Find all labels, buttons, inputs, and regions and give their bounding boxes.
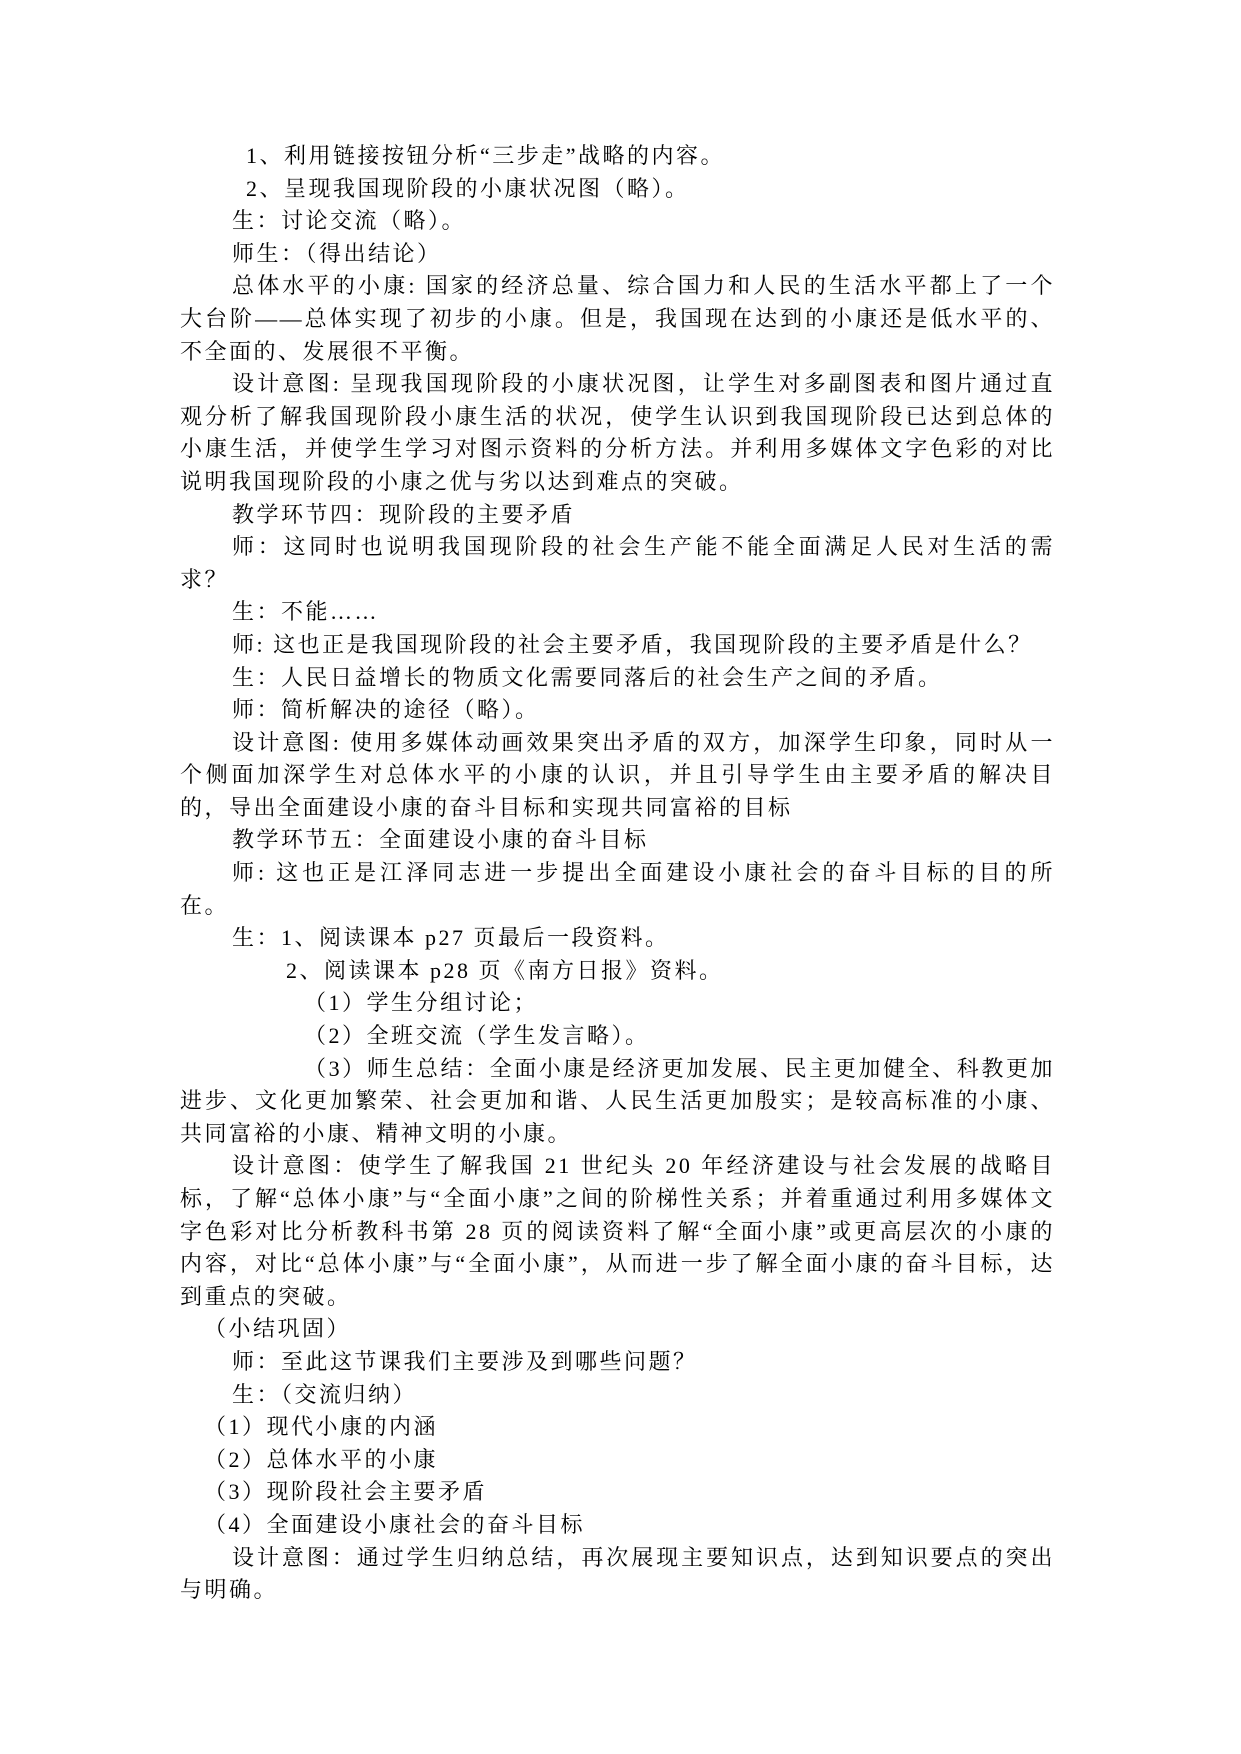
teacher-question-production: 师：这同时也说明我国现阶段的社会生产能不能全面满足人民对生活的需求？	[180, 534, 1055, 592]
substep-class-exchange: （2）全班交流（学生发言略）。	[304, 1023, 650, 1049]
media-step-1: 1、利用链接按钮分析“三步走”战略的内容。	[246, 143, 726, 168]
student-answer-cannot: 生：不能……	[232, 599, 380, 625]
substep-group-discussion: （1）学生分组讨论；	[304, 990, 539, 1016]
teacher-statement-goal: 师: 这也正是江泽同志进一步提出全面建设小康社会的奋斗目标的目的所在。	[180, 860, 1055, 918]
teacher-question-main-contradiction: 师: 这也正是我国现阶段的社会主要矛盾，我国现阶段的主要矛盾是什么？	[232, 631, 1033, 657]
recap-item-1: （1）现代小康的内涵	[204, 1414, 439, 1440]
design-intent-segment-3: 设计意图: 呈现我国现阶段的小康状况图，让学生对多副图表和图片通过直观分析了解我国现阶段小康生活的状况，使学生认识到我国现阶段已达到总体的小康生活，并使学生学习对图示资料的分析方法。并利用多媒体文字色彩的对比说明我国现阶段的小康之优与劣以达到难点的突破。	[180, 371, 1055, 494]
conclusion-overall-xiaokang: 总体水平的小康: 国家的经济总量、综合国力和人民的生活水平都上了一个大台阶——总体实现了初步的小康。但是，我国现在达到的小康还是低水平的、不全面的、发展很不平衡。	[180, 273, 1055, 364]
media-step-2: 2、呈现我国现阶段的小康状况图（略）。	[246, 175, 690, 201]
heading-consolidation: （小结巩固）	[204, 1316, 352, 1342]
design-intent-segment-5: 设计意图：使学生了解我国 21 世纪头 20 年经济建设与社会发展的战略目标，了解“总体小康”与“全面小康”之间的阶梯性关系；并着重通过利用多媒体文字色彩对比分析教科书第 28 页的阅读资料了解“全面小康”或更高层次的小康的内容，对比“总体小康”与“全面小康”，从而进一步了解全面小康的奋斗目标，达到重点的突破。	[180, 1153, 1055, 1309]
design-intent-consolidation: 设计意图：通过学生归纳总结，再次展现主要知识点，达到知识要点的突出与明确。	[180, 1544, 1055, 1603]
recap-item-3: （3）现阶段社会主要矛盾	[204, 1479, 488, 1505]
teacher-solution-path: 师：简析解决的途径（略）。	[232, 697, 540, 723]
teacher-student-conclusion: 师生：（得出结论）	[232, 240, 442, 266]
recap-item-2: （2）总体水平的小康	[204, 1446, 439, 1472]
student-answer-main-contradiction: 生：人民日益增长的物质文化需要同落后的社会生产之间的矛盾。	[232, 664, 943, 690]
design-intent-segment-4: 设计意图: 使用多媒体动画效果突出矛盾的双方，加深学生印象，同时从一个侧面加深学生对总体水平的小康的认识，并且引导学生由主要矛盾的解决目的，导出全面建设小康的奋斗目标和实现共同富裕的目标	[180, 729, 1055, 820]
teacher-question-recap: 师：至此这节课我们主要涉及到哪些问题？	[232, 1348, 698, 1374]
heading-teaching-segment-4: 教学环节四：现阶段的主要矛盾	[232, 501, 576, 527]
heading-teaching-segment-5: 教学环节五：全面建设小康的奋斗目标	[232, 827, 649, 853]
recap-item-4: （4）全面建设小康社会的奋斗目标	[204, 1511, 586, 1537]
substep-teacher-student-summary: （3）师生总结：全面小康是经济更加发展、民主更加健全、科教更加进步、文化更加繁荣、社会更加和谐、人民生活更加殷实；是较高标准的小康、共同富裕的小康、精神文明的小康。	[180, 1055, 1055, 1146]
student-line-discuss: 生：讨论交流（略）。	[232, 208, 467, 234]
student-task-read-p27: 生：1、阅读课本 p27 页最后一段资料。	[232, 925, 670, 951]
student-task-read-p28: 2、阅读课本 p28 页《南方日报》资料。	[286, 957, 724, 983]
student-recap: 生：（交流归纳）	[232, 1381, 418, 1407]
